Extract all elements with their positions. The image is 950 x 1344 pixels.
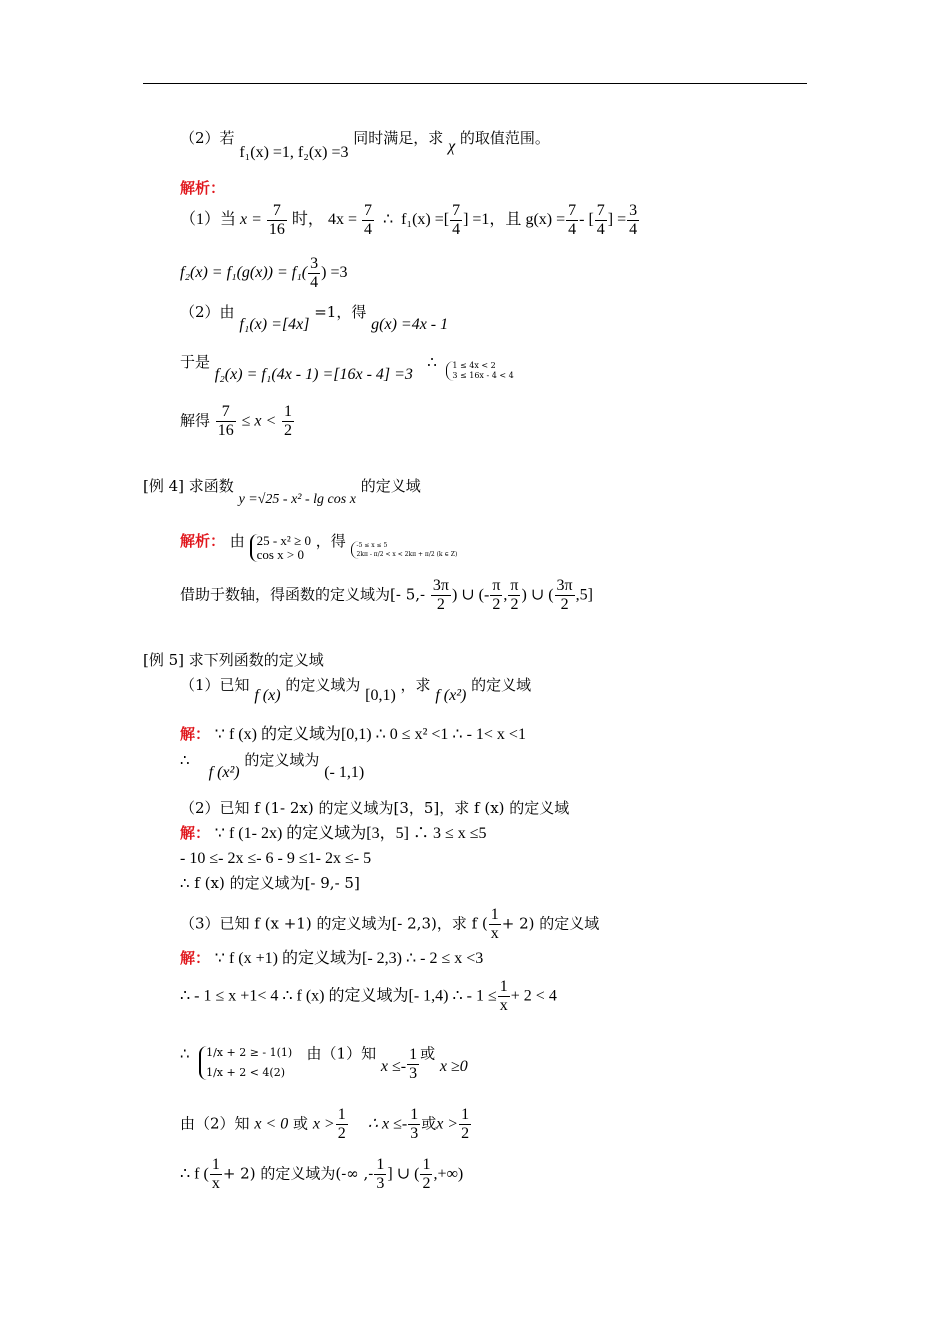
denominator: 4 [629, 221, 638, 238]
numerator: 7 [216, 403, 236, 422]
inequality: cos x > 0 [256, 547, 305, 562]
denominator: x [499, 997, 508, 1014]
inequality-system [250, 534, 311, 562]
denominator: 2 [461, 1125, 470, 1142]
denominator: 3 [376, 1175, 385, 1192]
text: 的定义域为 [285, 676, 361, 694]
solution-heading: 解： [180, 949, 211, 967]
text: （2）由 [180, 303, 235, 321]
solution-heading: 解析： [180, 179, 226, 197]
numerator: 1 [284, 403, 293, 420]
fraction [490, 577, 502, 614]
math-expr: ∴ f ( [180, 1165, 209, 1183]
denominator: 3 [410, 1125, 419, 1142]
denominator: 2 [422, 1175, 431, 1192]
denominator: 2 [337, 1125, 346, 1142]
numerator: 7 [363, 202, 372, 219]
inequality-system [446, 361, 513, 381]
fraction [308, 255, 320, 292]
math-expr: f (x²) [208, 764, 240, 781]
fraction [431, 577, 451, 614]
denominator: x [490, 925, 499, 942]
numerator: 1 [376, 1156, 385, 1173]
numerator: 7 [596, 202, 605, 219]
example-5-solution-1 [180, 724, 526, 745]
math-expr: ∴ - 1 ≤ x +1< 4 ∴ f (x) 的定义域为[- 1,4) ∴ - 1 ≤ [180, 987, 497, 1005]
fraction [420, 1156, 432, 1193]
text: 借助于数轴，得函数的定义域为[- 5,- [180, 585, 426, 604]
text: 由（2）知 [180, 1114, 250, 1133]
text: 同时满足，求 [353, 129, 444, 147]
denominator: 16 [268, 221, 285, 238]
text: 于是 [180, 353, 211, 371]
inequality: 2kπ - π/2 < x < 2kπ + π/2 (k ∈ Z) [356, 551, 458, 558]
math-expr: g(x) =4x - 1 [371, 316, 449, 333]
denominator: x [211, 1175, 220, 1192]
inequality: -5 ≤ x ≤ 5 [356, 542, 388, 549]
example-5-result-3 [180, 1156, 463, 1193]
inequality: 25 - x² ≥ 0 [256, 533, 311, 548]
example-4-solution [180, 528, 458, 562]
fraction [210, 1156, 222, 1193]
fraction [627, 202, 639, 239]
solution-heading: 解： [180, 824, 211, 842]
example-5-solution-2 [180, 823, 487, 844]
therefore-symbol: ∴ [180, 1044, 190, 1063]
numerator: 1 [337, 1106, 346, 1123]
math-expr: - [ [579, 211, 594, 229]
math-expr: ) ∪ ( [521, 586, 554, 604]
example-5-part-2: （2）已知 f (1- 2x) 的定义域为[3，5]，求 f (x) 的定义域 [180, 799, 570, 817]
inequality: 3 ≤ 16x - 4 < 4 [452, 371, 514, 380]
therefore-symbol: ∴ [427, 353, 437, 371]
math-expr: f (x) [254, 687, 281, 704]
solution-step-4 [180, 352, 514, 383]
math-expr: ∵ f (x) 的定义域为[0,1) ∴ 0 ≤ x² <1 ∴ - 1< x <1 [214, 726, 526, 743]
example-5-title: [例 5] 求下列函数的定义域 [143, 651, 324, 669]
math-expr: x > [436, 1115, 459, 1133]
numerator: π [510, 577, 519, 594]
numerator: 7 [267, 202, 287, 221]
fraction [374, 1156, 386, 1193]
text: ，得 [315, 532, 346, 550]
fraction [408, 1106, 420, 1143]
text: 或 [421, 1114, 437, 1133]
math-expr: f₂(x) = f₁(g(x)) = f₁( [180, 264, 308, 282]
math-expr: y =√25 - x² - lg cos x [238, 492, 356, 507]
fraction [459, 1106, 471, 1143]
text: 时， [291, 211, 324, 229]
text: 或 [293, 1114, 309, 1133]
fraction [508, 577, 520, 614]
math-expr: ,5] [575, 586, 593, 604]
fraction [595, 202, 607, 239]
numerator: 7 [452, 202, 461, 219]
text: 的定义域 [471, 676, 532, 694]
inequality-system [351, 541, 458, 559]
math-expr: ) ∪ (- [451, 586, 490, 604]
inequality: 1/x + 2 ≥ - 1(1) [206, 1045, 293, 1059]
denominator: 2 [492, 596, 501, 613]
denominator: 2 [560, 596, 569, 613]
math-expr: ) =3 [321, 264, 348, 282]
text: （3）已知 f (x +1) 的定义域为[- 2,3)，求 f ( [180, 914, 488, 933]
text: ，求 [400, 676, 431, 694]
example-5-step-3 [180, 978, 557, 1015]
math-expr: ∴ x ≤- [367, 1115, 408, 1133]
fraction [267, 202, 287, 239]
inequality: 1/x + 2 < 4(2) [206, 1065, 286, 1079]
numerator: 3 [310, 255, 319, 272]
numerator: 1 [410, 1106, 419, 1123]
fraction [450, 202, 462, 239]
problem-part-2 [180, 128, 550, 161]
numerator: 3π [556, 577, 573, 594]
denominator: 2 [284, 422, 293, 439]
numerator: 3 [629, 202, 638, 219]
math-expr: x ≤- [380, 1057, 407, 1075]
fraction [336, 1106, 348, 1143]
math-expr: + 2 < 4 [510, 987, 557, 1005]
example-5-solution-3 [180, 948, 483, 969]
numerator: 7 [568, 202, 577, 219]
example-4-title [143, 476, 421, 507]
math-expr: ] = [607, 211, 627, 229]
fraction [282, 403, 294, 440]
solution-step-3 [180, 302, 449, 333]
math-expr: ∵ f (x +1) 的定义域为[- 2,3) ∴ - 2 ≤ x <3 [214, 950, 484, 967]
math-expr: ∵ f (1- 2x) 的定义域为[3，5] ∴ 3 ≤ x ≤5 [214, 825, 487, 842]
text: 的定义域 [360, 477, 421, 495]
numerator: 1 [461, 1106, 470, 1123]
example-5-result-2: ∴ f (x) 的定义域为[- 9,- 5] [180, 874, 360, 892]
numerator: 1 [409, 1046, 418, 1063]
text: （1）已知 [180, 676, 250, 694]
math-expr: x < 0 [254, 1115, 289, 1133]
math-expr: 4x = [327, 211, 357, 229]
math-expr: (- 1,1) [324, 764, 365, 781]
text: 由 [229, 532, 245, 550]
math-expr: g(x) = [525, 211, 566, 229]
solution-step-2 [180, 255, 347, 292]
example-5-part-3 [180, 906, 599, 943]
math-expr: f₂(x) = f₁(4x - 1) =[16x - 4] =3 [214, 366, 413, 383]
fraction [489, 906, 501, 943]
text: （2）若 [180, 129, 235, 147]
numerator: 1 [422, 1156, 431, 1173]
math-expr: + 2) 的定义域为(-∞ ,- [222, 1164, 374, 1183]
text: [例 4] 求函数 [143, 477, 234, 495]
denominator: 2 [436, 596, 445, 613]
fraction [498, 978, 510, 1015]
math-expr: x > [312, 1115, 335, 1133]
fraction [216, 403, 236, 440]
math-expr: f₁(x) =[ [401, 211, 450, 229]
text: =1，得 [314, 303, 367, 321]
math-expr: [0,1) [365, 687, 396, 704]
numerator: 1 [490, 906, 499, 923]
numerator: 3π [432, 577, 449, 594]
math-var: χ [448, 138, 456, 155]
fraction [566, 202, 578, 239]
header-rule [143, 83, 807, 84]
denominator: 2 [510, 596, 519, 613]
math-expr: f (x²) [435, 687, 467, 704]
math-expr: ,+∞) [433, 1165, 464, 1183]
text: 解得 [180, 411, 211, 430]
numerator: 1 [499, 978, 508, 995]
therefore-symbol: ∴ [382, 211, 394, 229]
solution-result [180, 403, 295, 440]
text: 或 [420, 1044, 436, 1063]
therefore-symbol: ∴ [180, 751, 190, 769]
math-expr: f₁(x) =[4x] [239, 316, 310, 333]
fraction [407, 1046, 419, 1083]
solution-heading: 解： [180, 725, 211, 743]
fraction [555, 577, 575, 614]
denominator: 3 [409, 1065, 418, 1082]
example-5-step-4 [180, 1036, 468, 1082]
solution-step-1 [180, 202, 640, 239]
text: 的定义域为 [244, 751, 320, 769]
math-expr: f₁(x) =1, f₂(x) =3 [239, 144, 349, 161]
text: 由（1）知 [306, 1044, 377, 1063]
inequality-system [199, 1046, 292, 1080]
denominator: 4 [452, 221, 461, 238]
text: 的取值范围。 [459, 129, 550, 147]
numerator: 1 [211, 1156, 220, 1173]
inequality: 1 ≤ 4x < 2 [452, 361, 496, 370]
math-expr: x ≥0 [439, 1057, 468, 1075]
math-expr: , [503, 586, 508, 604]
denominator: 4 [568, 221, 577, 238]
denominator: 4 [363, 221, 372, 238]
denominator: 4 [310, 274, 319, 291]
text: + 2) 的定义域 [501, 914, 600, 933]
text: （1）当 [180, 211, 237, 229]
math-expr: ≤ x < [241, 412, 277, 430]
example-5-result-1 [180, 750, 365, 781]
denominator: 4 [596, 221, 605, 238]
math-expr: ] ∪ ( [387, 1165, 420, 1183]
example-5-step-2: - 10 ≤- 2x ≤- 6 - 9 ≤1- 2x ≤- 5 [180, 850, 372, 867]
numerator: π [492, 577, 501, 594]
fraction [362, 202, 374, 239]
example-5-step-5 [180, 1106, 472, 1143]
solution-heading: 解析： [180, 532, 226, 550]
example-4-result [180, 577, 593, 614]
example-5-part-1 [180, 675, 532, 704]
math-expr: x = [240, 211, 262, 229]
math-expr: ] =1，且 [463, 211, 522, 229]
denominator: 16 [217, 422, 234, 439]
